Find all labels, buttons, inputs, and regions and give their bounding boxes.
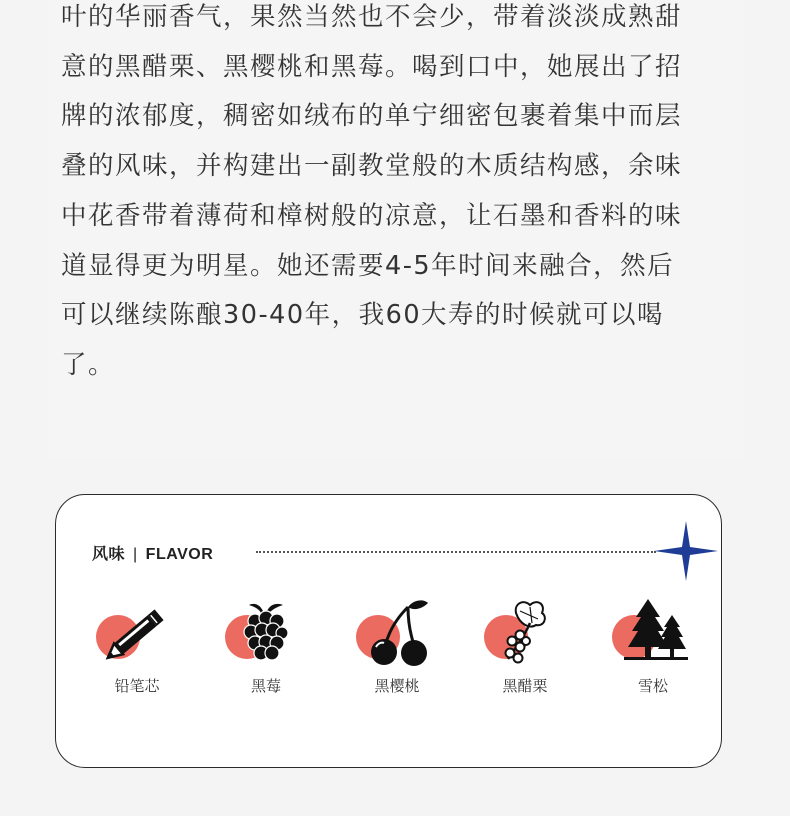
tasting-note-text (61, 0, 741, 391)
flavor-card (55, 494, 722, 768)
flavor-item-currant (480, 595, 570, 705)
tasting-note-panel (49, 0, 743, 458)
cherry-icon (362, 597, 432, 667)
cedar-icon (618, 597, 688, 667)
flavor-item-pencil (92, 595, 182, 705)
text-line: 牌的浓郁度，稠密如绒布的单宁细密包裹着集中而层 (61, 101, 683, 132)
sparkle-star-icon (654, 521, 718, 581)
text-line: 意的黑醋栗、黑樱桃和黑莓。喝到口中，她展出了招 (61, 51, 683, 82)
flavor-title-en: FLAVOR (145, 546, 214, 563)
flavor-label: 雪松 (637, 677, 668, 695)
flavor-title-cn: 风味 (92, 546, 126, 563)
text-line: 中花香带着薄荷和樟树般的凉意，让石墨和香料的味 (61, 200, 683, 231)
dotted-divider (256, 551, 656, 553)
text-line: 可以继续陈酿30-40年，我60大寿的时候就可以喝 (61, 300, 665, 331)
blackberry-icon (231, 597, 301, 667)
heading-separator: | (133, 546, 138, 563)
currant-icon (490, 597, 560, 667)
flavor-label: 黑樱桃 (374, 677, 420, 695)
flavor-item-cherry (352, 595, 442, 705)
flavor-item-blackberry (221, 595, 311, 705)
text-line: 了。 (61, 349, 116, 380)
pencil-icon (102, 597, 172, 667)
flavor-label: 黑莓 (250, 677, 281, 695)
flavor-label: 铅笔芯 (114, 677, 160, 695)
flavor-item-cedar (608, 595, 698, 705)
flavor-label: 黑醋栗 (502, 677, 548, 695)
text-line: 叶的华丽香气，果然当然也不会少，带着淡淡成熟甜 (61, 2, 683, 32)
text-line: 叠的风味，并构建出一副教堂般的木质结构感，余味 (61, 151, 683, 182)
text-line: 道显得更为明星。她还需要4-5年时间来融合，然后 (61, 250, 675, 281)
flavor-heading (92, 541, 213, 564)
